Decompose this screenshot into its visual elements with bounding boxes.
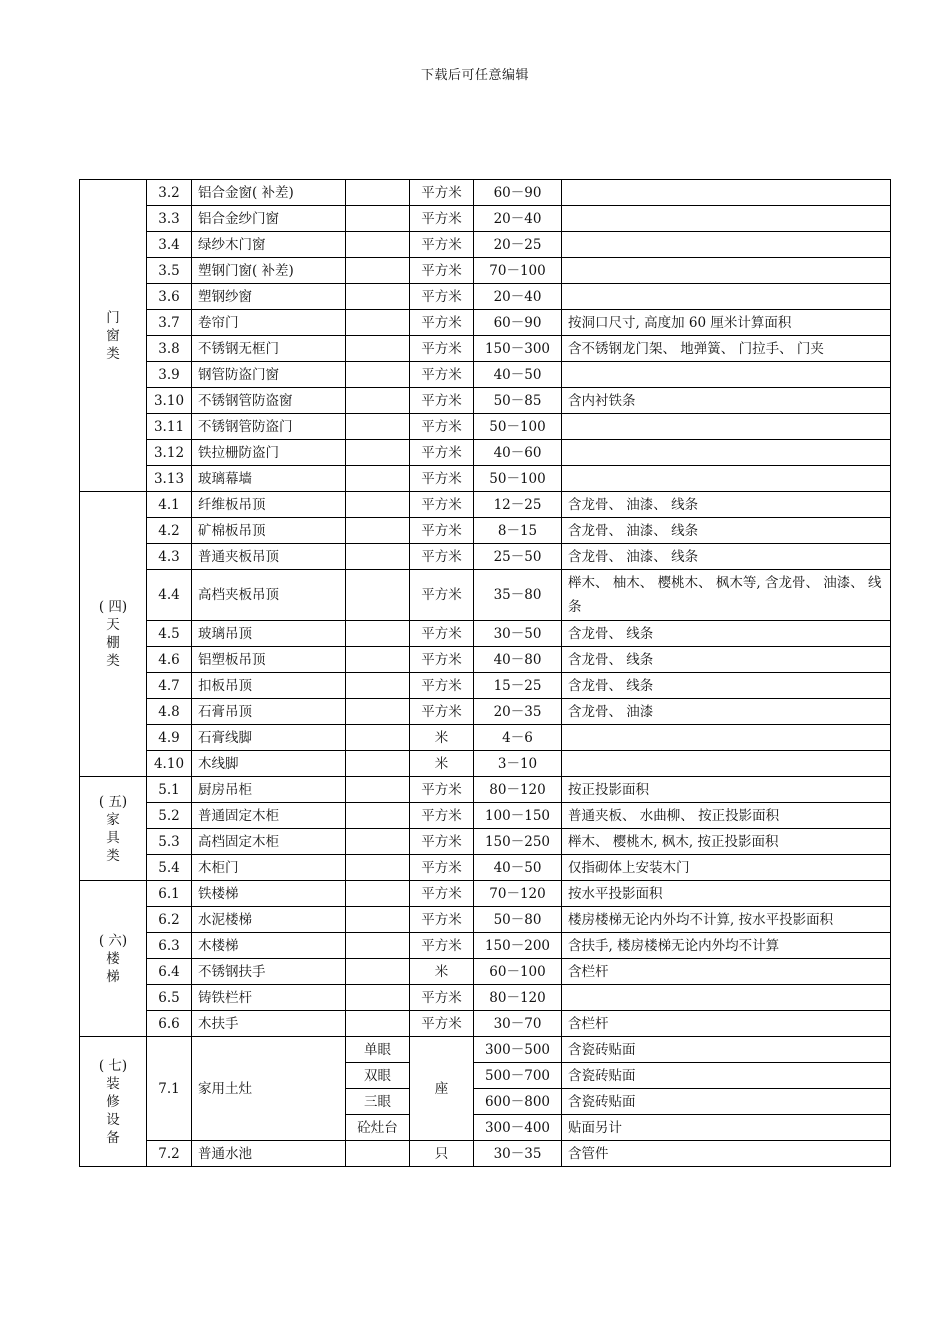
item-number: 4.8 (147, 699, 192, 725)
item-number: 3.13 (147, 466, 192, 492)
table-row (80, 1141, 891, 1167)
price-table-body (80, 180, 891, 1167)
item-name: 木扶手 (192, 1011, 346, 1037)
item-unit: 平方米 (410, 647, 474, 673)
item-spec (346, 518, 410, 544)
item-unit: 平方米 (410, 414, 474, 440)
item-price: 40－60 (474, 440, 562, 466)
item-price: 300－500 (474, 1037, 562, 1063)
item-unit: 平方米 (410, 440, 474, 466)
table-row (80, 959, 891, 985)
item-spec (346, 414, 410, 440)
item-name: 木楼梯 (192, 933, 346, 959)
item-note: 按正投影面积 (562, 777, 891, 803)
item-spec (346, 492, 410, 518)
item-note: 按洞口尺寸, 高度加 60 厘米计算面积 (562, 310, 891, 336)
table-row (80, 803, 891, 829)
item-spec (346, 388, 410, 414)
table-row (80, 881, 891, 907)
item-name: 塑钢纱窗 (192, 284, 346, 310)
item-spec (346, 1011, 410, 1037)
item-price: 20－40 (474, 206, 562, 232)
item-price: 50－100 (474, 414, 562, 440)
item-number: 5.4 (147, 855, 192, 881)
item-price: 80－120 (474, 985, 562, 1011)
item-spec (346, 725, 410, 751)
item-number: 4.4 (147, 570, 192, 621)
category-label-equipment: 设 (106, 1111, 120, 1128)
item-note (562, 751, 891, 777)
category-label-equipment: 装 (106, 1075, 120, 1092)
item-name: 不锈钢无框门 (192, 336, 346, 362)
item-name: 扣板吊顶 (192, 673, 346, 699)
item-number: 3.5 (147, 258, 192, 284)
category-label-ceiling: ( 四) (98, 599, 128, 615)
item-name: 普通夹板吊顶 (192, 544, 346, 570)
item-unit: 平方米 (410, 699, 474, 725)
item-spec (346, 466, 410, 492)
item-price: 80－120 (474, 777, 562, 803)
item-note: 含龙骨、 油漆、 线条 (562, 544, 891, 570)
item-spec: 三眼 (346, 1089, 410, 1115)
item-unit: 平方米 (410, 258, 474, 284)
item-spec (346, 803, 410, 829)
item-note (562, 284, 891, 310)
item-name: 铝合金纱门窗 (192, 206, 346, 232)
item-spec (346, 232, 410, 258)
item-name: 铝合金窗( 补差) (192, 180, 346, 206)
item-unit: 平方米 (410, 907, 474, 933)
item-note: 榉木、 柚木、 樱桃木、 枫木等, 含龙骨、 油漆、 线条 (562, 570, 891, 621)
item-note: 含栏杆 (562, 959, 891, 985)
item-note (562, 258, 891, 284)
item-note: 含龙骨、 线条 (562, 673, 891, 699)
item-name: 铸铁栏杆 (192, 985, 346, 1011)
item-name: 塑钢门窗( 补差) (192, 258, 346, 284)
item-price: 40－50 (474, 362, 562, 388)
table-row (80, 388, 891, 414)
table-row (80, 180, 891, 206)
item-spec (346, 206, 410, 232)
item-note: 仅指砌体上安装木门 (562, 855, 891, 881)
item-price: 60－90 (474, 180, 562, 206)
item-note: 含管件 (562, 1141, 891, 1167)
category-cell-furniture (80, 777, 147, 881)
item-price: 150－200 (474, 933, 562, 959)
item-spec (346, 1141, 410, 1167)
item-spec: 砼灶台 (346, 1115, 410, 1141)
item-spec (346, 647, 410, 673)
item-note: 含内衬铁条 (562, 388, 891, 414)
item-unit: 座 (410, 1037, 474, 1141)
item-price: 600－800 (474, 1089, 562, 1115)
item-name: 卷帘门 (192, 310, 346, 336)
item-note: 含扶手, 楼房楼梯无论内外均不计算 (562, 933, 891, 959)
item-note: 含龙骨、 油漆、 线条 (562, 492, 891, 518)
item-spec: 单眼 (346, 1037, 410, 1063)
item-price: 30－70 (474, 1011, 562, 1037)
item-note: 含龙骨、 线条 (562, 647, 891, 673)
item-unit: 平方米 (410, 570, 474, 621)
item-price: 8－15 (474, 518, 562, 544)
item-note (562, 985, 891, 1011)
item-number: 3.10 (147, 388, 192, 414)
item-note: 含龙骨、 线条 (562, 621, 891, 647)
item-number: 3.12 (147, 440, 192, 466)
item-number: 7.2 (147, 1141, 192, 1167)
item-unit: 平方米 (410, 881, 474, 907)
table-row (80, 1037, 891, 1063)
item-name: 石膏吊顶 (192, 699, 346, 725)
item-price: 20－40 (474, 284, 562, 310)
item-price: 70－100 (474, 258, 562, 284)
item-spec (346, 258, 410, 284)
item-number: 3.9 (147, 362, 192, 388)
category-label-stairs: ( 六) (98, 932, 128, 949)
item-spec (346, 881, 410, 907)
table-row (80, 673, 891, 699)
item-unit: 平方米 (410, 673, 474, 699)
item-number: 4.10 (147, 751, 192, 777)
table-row (80, 440, 891, 466)
item-unit: 平方米 (410, 985, 474, 1011)
item-name: 石膏线脚 (192, 725, 346, 751)
item-unit: 平方米 (410, 310, 474, 336)
item-unit: 平方米 (410, 933, 474, 959)
table-row (80, 206, 891, 232)
item-name: 不锈钢管防盗窗 (192, 388, 346, 414)
item-number: 4.6 (147, 647, 192, 673)
item-note (562, 414, 891, 440)
item-price: 150－300 (474, 336, 562, 362)
category-label-furniture: 家 (106, 811, 120, 828)
item-unit: 米 (410, 959, 474, 985)
table-row (80, 310, 891, 336)
item-note (562, 362, 891, 388)
item-number: 3.6 (147, 284, 192, 310)
item-price: 500－700 (474, 1063, 562, 1089)
table-row (80, 336, 891, 362)
item-spec (346, 621, 410, 647)
table-row (80, 751, 891, 777)
item-price: 25－50 (474, 544, 562, 570)
item-price: 50－100 (474, 466, 562, 492)
item-name: 铁楼梯 (192, 881, 346, 907)
category-label-stairs: 梯 (106, 968, 120, 985)
table-row (80, 232, 891, 258)
item-unit: 只 (410, 1141, 474, 1167)
item-spec (346, 362, 410, 388)
item-spec (346, 570, 410, 621)
table-row (80, 855, 891, 881)
item-price: 3－10 (474, 751, 562, 777)
price-table (79, 179, 891, 1167)
item-price: 15－25 (474, 673, 562, 699)
item-unit: 平方米 (410, 1011, 474, 1037)
item-number: 6.1 (147, 881, 192, 907)
item-name: 铝塑板吊顶 (192, 647, 346, 673)
item-unit: 米 (410, 725, 474, 751)
item-note: 含瓷砖贴面 (562, 1089, 891, 1115)
item-name: 水泥楼梯 (192, 907, 346, 933)
item-unit: 平方米 (410, 803, 474, 829)
item-price: 30－50 (474, 621, 562, 647)
item-unit: 平方米 (410, 518, 474, 544)
item-price: 70－120 (474, 881, 562, 907)
item-name: 纤维板吊顶 (192, 492, 346, 518)
item-number: 6.2 (147, 907, 192, 933)
table-row (80, 1011, 891, 1037)
item-unit: 平方米 (410, 362, 474, 388)
item-unit: 平方米 (410, 492, 474, 518)
category-cell-equipment (80, 1037, 147, 1167)
item-unit: 米 (410, 751, 474, 777)
item-name: 不锈钢扶手 (192, 959, 346, 985)
item-number: 4.9 (147, 725, 192, 751)
item-spec: 双眼 (346, 1063, 410, 1089)
category-label-equipment: ( 七) (98, 1057, 128, 1074)
item-price: 40－50 (474, 855, 562, 881)
item-spec (346, 855, 410, 881)
table-row (80, 362, 891, 388)
item-spec (346, 699, 410, 725)
item-note (562, 440, 891, 466)
category-label-ceiling: 棚 (106, 635, 120, 651)
item-name: 玻璃幕墙 (192, 466, 346, 492)
table-row (80, 492, 891, 518)
item-spec (346, 284, 410, 310)
item-spec (346, 907, 410, 933)
item-spec (346, 751, 410, 777)
item-spec (346, 336, 410, 362)
item-name: 钢管防盗门窗 (192, 362, 346, 388)
table-row (80, 907, 891, 933)
category-label-stairs: 楼 (106, 950, 120, 967)
item-price: 40－80 (474, 647, 562, 673)
item-number: 3.11 (147, 414, 192, 440)
category-label-doors: 门 (106, 309, 120, 326)
category-cell-doors (80, 180, 147, 492)
category-label-ceiling: 类 (106, 653, 120, 669)
table-row (80, 466, 891, 492)
item-number: 3.4 (147, 232, 192, 258)
item-note: 含龙骨、 油漆、 线条 (562, 518, 891, 544)
category-label-furniture: 类 (106, 847, 120, 864)
item-number: 6.5 (147, 985, 192, 1011)
item-number: 4.1 (147, 492, 192, 518)
item-note: 含瓷砖贴面 (562, 1063, 891, 1089)
item-number: 4.5 (147, 621, 192, 647)
item-spec (346, 777, 410, 803)
item-note (562, 725, 891, 751)
item-unit: 平方米 (410, 829, 474, 855)
item-note: 含不锈钢龙门架、 地弹簧、 门拉手、 门夹 (562, 336, 891, 362)
item-number: 6.3 (147, 933, 192, 959)
item-price: 20－25 (474, 232, 562, 258)
item-unit: 平方米 (410, 777, 474, 803)
item-name: 厨房吊柜 (192, 777, 346, 803)
item-name: 家用土灶 (192, 1037, 346, 1141)
table-row (80, 544, 891, 570)
table-row (80, 570, 891, 621)
item-spec (346, 544, 410, 570)
category-label-furniture: ( 五) (98, 793, 128, 810)
item-price: 300－400 (474, 1115, 562, 1141)
item-name: 铁拉栅防盗门 (192, 440, 346, 466)
category-cell-stairs (80, 881, 147, 1037)
item-unit: 平方米 (410, 284, 474, 310)
item-unit: 平方米 (410, 232, 474, 258)
item-name: 矿棉板吊顶 (192, 518, 346, 544)
item-price: 50－85 (474, 388, 562, 414)
item-note: 楼房楼梯无论内外均不计算, 按水平投影面积 (562, 907, 891, 933)
item-unit: 平方米 (410, 621, 474, 647)
item-note (562, 232, 891, 258)
table-row (80, 414, 891, 440)
item-price: 100－150 (474, 803, 562, 829)
table-row (80, 258, 891, 284)
item-number: 4.2 (147, 518, 192, 544)
item-note: 含瓷砖贴面 (562, 1037, 891, 1063)
item-number: 3.7 (147, 310, 192, 336)
item-note: 含龙骨、 油漆 (562, 699, 891, 725)
item-price: 150－250 (474, 829, 562, 855)
item-number: 3.8 (147, 336, 192, 362)
item-name: 不锈钢管防盗门 (192, 414, 346, 440)
item-note: 按水平投影面积 (562, 881, 891, 907)
item-price: 20－35 (474, 699, 562, 725)
item-unit: 平方米 (410, 206, 474, 232)
item-name: 普通固定木柜 (192, 803, 346, 829)
table-row (80, 518, 891, 544)
item-price: 12－25 (474, 492, 562, 518)
table-row (80, 777, 891, 803)
item-unit: 平方米 (410, 466, 474, 492)
item-note (562, 466, 891, 492)
item-price: 30－35 (474, 1141, 562, 1167)
item-name: 高档固定木柜 (192, 829, 346, 855)
item-price: 60－90 (474, 310, 562, 336)
item-note (562, 206, 891, 232)
table-row (80, 621, 891, 647)
item-unit: 平方米 (410, 388, 474, 414)
table-row (80, 284, 891, 310)
item-name: 玻璃吊顶 (192, 621, 346, 647)
item-price: 35－80 (474, 570, 562, 621)
item-note: 贴面另计 (562, 1115, 891, 1141)
item-unit: 平方米 (410, 544, 474, 570)
item-unit: 平方米 (410, 855, 474, 881)
item-spec (346, 673, 410, 699)
item-spec (346, 933, 410, 959)
item-spec (346, 985, 410, 1011)
item-note: 榉木、 樱桃木, 枫木, 按正投影面积 (562, 829, 891, 855)
item-number: 5.3 (147, 829, 192, 855)
table-row (80, 725, 891, 751)
item-spec (346, 959, 410, 985)
category-cell-ceiling (80, 492, 147, 777)
item-name: 普通水池 (192, 1141, 346, 1167)
table-row (80, 829, 891, 855)
item-note: 含栏杆 (562, 1011, 891, 1037)
item-name: 木线脚 (192, 751, 346, 777)
item-number: 4.3 (147, 544, 192, 570)
item-number: 4.7 (147, 673, 192, 699)
item-number: 7.1 (147, 1037, 192, 1141)
category-label-doors: 类 (106, 345, 120, 362)
category-label-ceiling: 天 (106, 617, 120, 633)
item-note: 普通夹板、 水曲柳、 按正投影面积 (562, 803, 891, 829)
item-number: 3.3 (147, 206, 192, 232)
item-spec (346, 829, 410, 855)
item-price: 4－6 (474, 725, 562, 751)
item-name: 木柜门 (192, 855, 346, 881)
item-price: 50－80 (474, 907, 562, 933)
item-price: 60－100 (474, 959, 562, 985)
item-name: 绿纱木门窗 (192, 232, 346, 258)
item-number: 6.4 (147, 959, 192, 985)
item-spec (346, 310, 410, 336)
table-row (80, 699, 891, 725)
table-row (80, 985, 891, 1011)
page-header: 下载后可任意编辑 (420, 68, 529, 83)
item-note (562, 180, 891, 206)
category-label-furniture: 具 (106, 829, 120, 846)
item-unit: 平方米 (410, 336, 474, 362)
item-unit: 平方米 (410, 180, 474, 206)
item-name: 高档夹板吊顶 (192, 570, 346, 621)
item-number: 6.6 (147, 1011, 192, 1037)
category-label-doors: 窗 (106, 327, 120, 344)
item-number: 5.1 (147, 777, 192, 803)
table-row (80, 647, 891, 673)
category-label-equipment: 备 (106, 1129, 120, 1146)
item-spec (346, 180, 410, 206)
category-label-equipment: 修 (106, 1093, 120, 1110)
item-number: 3.2 (147, 180, 192, 206)
item-number: 5.2 (147, 803, 192, 829)
item-spec (346, 440, 410, 466)
table-row (80, 933, 891, 959)
